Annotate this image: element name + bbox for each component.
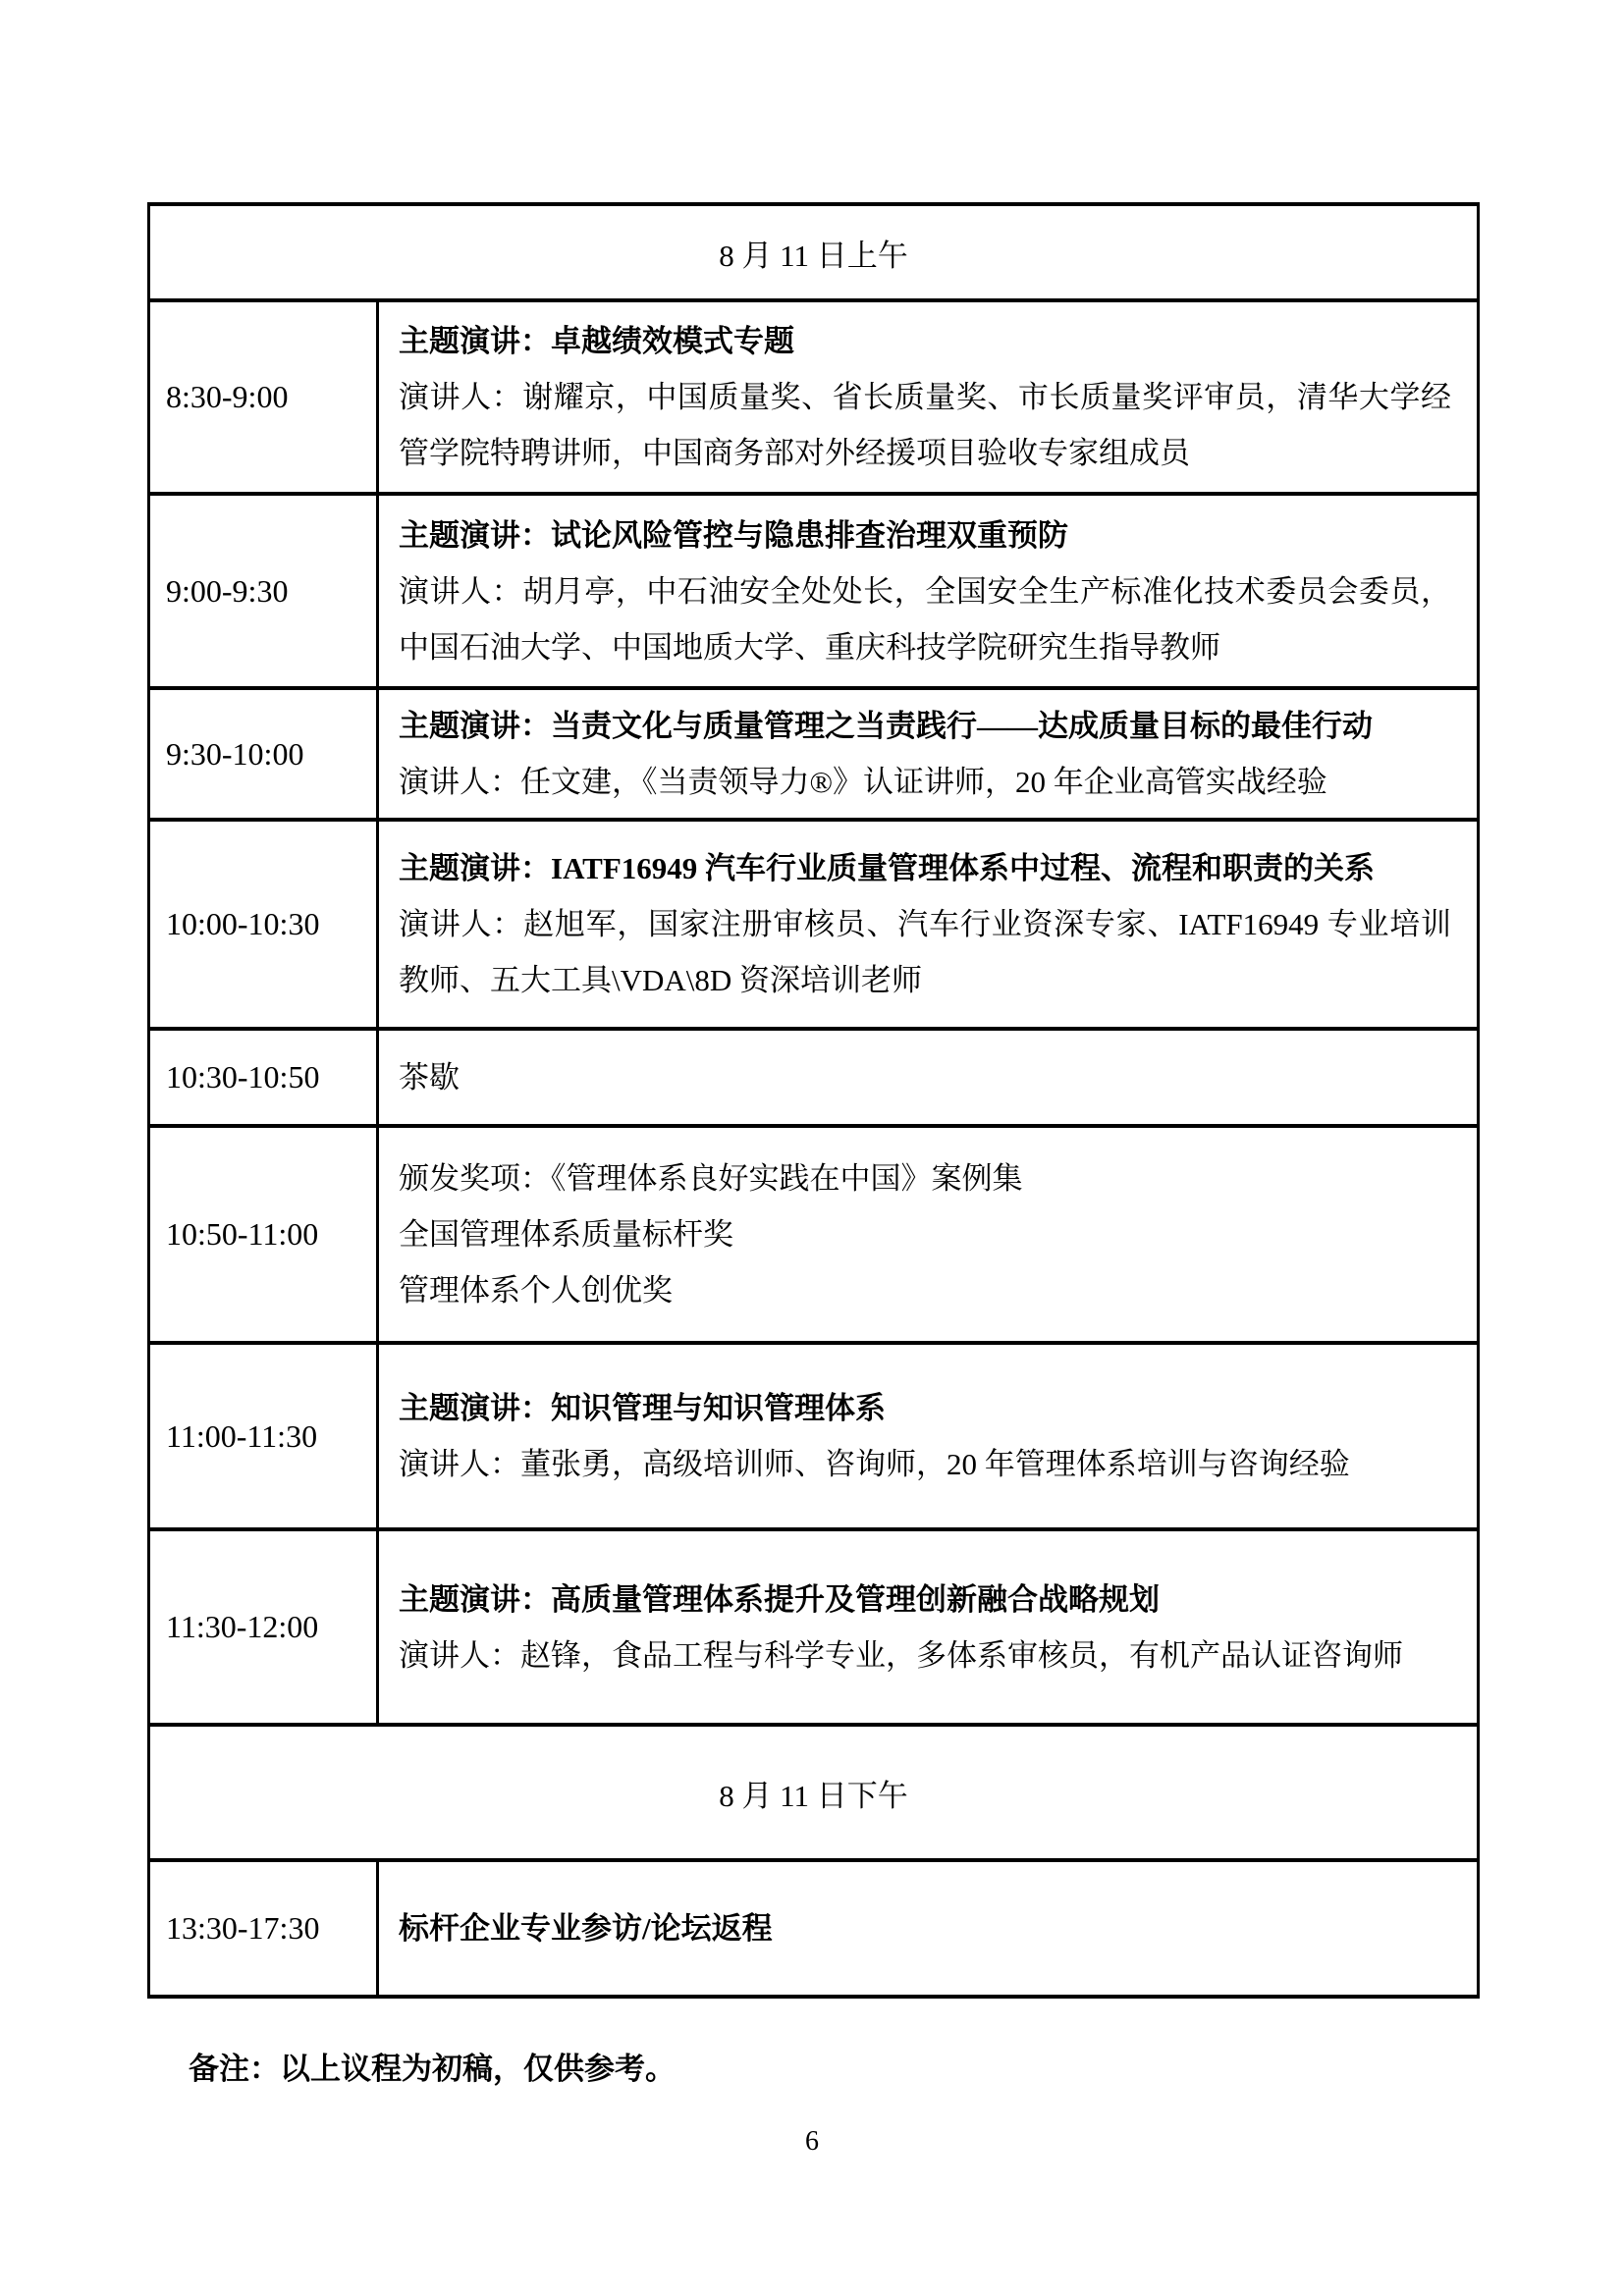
session-time: 10:30-10:50: [149, 1029, 378, 1126]
agenda-table: [147, 202, 1480, 1999]
session-row: [149, 820, 1479, 1029]
session-row: [149, 300, 1479, 494]
session-time: 8:30-9:00: [149, 300, 378, 494]
session-row: [149, 1126, 1479, 1343]
session-time: 11:30-12:00: [149, 1529, 378, 1725]
session-content: [378, 688, 1479, 820]
session-content: [378, 1860, 1479, 1997]
session-title: 主题演讲：试论风险管控与隐患排查治理双重预防: [399, 517, 1068, 553]
session-time: 13:30-17:30: [149, 1860, 378, 1997]
session-row: [149, 688, 1479, 820]
session-title: 标杆企业专业参访/论坛返程: [399, 1911, 773, 1946]
session-detail: 演讲人：董张勇，高级培训师、咨询师，20 年管理体系培训与咨询经验: [399, 1447, 1350, 1481]
session-content: [378, 300, 1479, 494]
session-detail: 演讲人：胡月亭，中石油安全处处长，全国安全生产标准化技术委员会委员，中国石油大学、中国地质大学、重庆科技学院研究生指导教师: [399, 573, 1451, 665]
session-time: 10:00-10:30: [149, 820, 378, 1029]
session-detail: 演讲人：赵旭军，国家注册审核员、汽车行业资深专家、IATF16949 专业培训教师、五大工具\VDA\8D 资深培训老师: [399, 907, 1451, 997]
session-row: [149, 1343, 1479, 1529]
session-title: 主题演讲：知识管理与知识管理体系: [399, 1391, 886, 1425]
session-content: [378, 494, 1479, 688]
section-header-label: 8 月 11 日上午: [149, 204, 1479, 300]
footnote: 备注：以上议程为初稿，仅供参考。: [189, 2052, 676, 2086]
page-number: 6: [805, 2126, 819, 2157]
session-row: [149, 1029, 1479, 1126]
session-title: 主题演讲：当责文化与质量管理之当责践行——达成质量目标的最佳行动: [399, 709, 1373, 743]
session-title: 主题演讲：高质量管理体系提升及管理创新融合战略规划: [399, 1581, 1160, 1617]
session-detail: 全国管理体系质量标杆奖: [399, 1217, 733, 1252]
session-time: 9:30-10:00: [149, 688, 378, 820]
session-title: 主题演讲：卓越绩效模式专题: [399, 324, 794, 358]
section-header-row: [149, 1725, 1479, 1860]
session-row: [149, 1529, 1479, 1725]
session-row: [149, 1860, 1479, 1997]
agenda-table-body: [149, 204, 1479, 1997]
session-row: [149, 494, 1479, 688]
section-header-row: [149, 204, 1479, 300]
session-content: [378, 1529, 1479, 1725]
session-detail: 演讲人：任文建，《当责领导力®》认证讲师，20 年企业高管实战经验: [399, 765, 1327, 799]
section-header-label: 8 月 11 日下午: [149, 1725, 1479, 1860]
session-content: [378, 1343, 1479, 1529]
session-time: 9:00-9:30: [149, 494, 378, 688]
session-detail: 颁发奖项：《管理体系良好实践在中国》案例集: [399, 1161, 1023, 1196]
session-detail: 管理体系个人创优奖: [399, 1273, 673, 1308]
session-title: 主题演讲：IATF16949 汽车行业质量管理体系中过程、流程和职责的关系: [399, 851, 1376, 885]
session-content: [378, 1029, 1479, 1126]
session-detail: 演讲人：赵锋，食品工程与科学专业，多体系审核员，有机产品认证咨询师: [399, 1637, 1403, 1673]
session-detail: 演讲人：谢耀京，中国质量奖、省长质量奖、市长质量奖评审员，清华大学经管学院特聘讲师，中国商务部对外经援项目验收专家组成员: [399, 380, 1451, 470]
session-time: 11:00-11:30: [149, 1343, 378, 1529]
session-content: [378, 820, 1479, 1029]
session-detail: 茶歇: [399, 1060, 460, 1095]
session-content: [378, 1126, 1479, 1343]
session-time: 10:50-11:00: [149, 1126, 378, 1343]
